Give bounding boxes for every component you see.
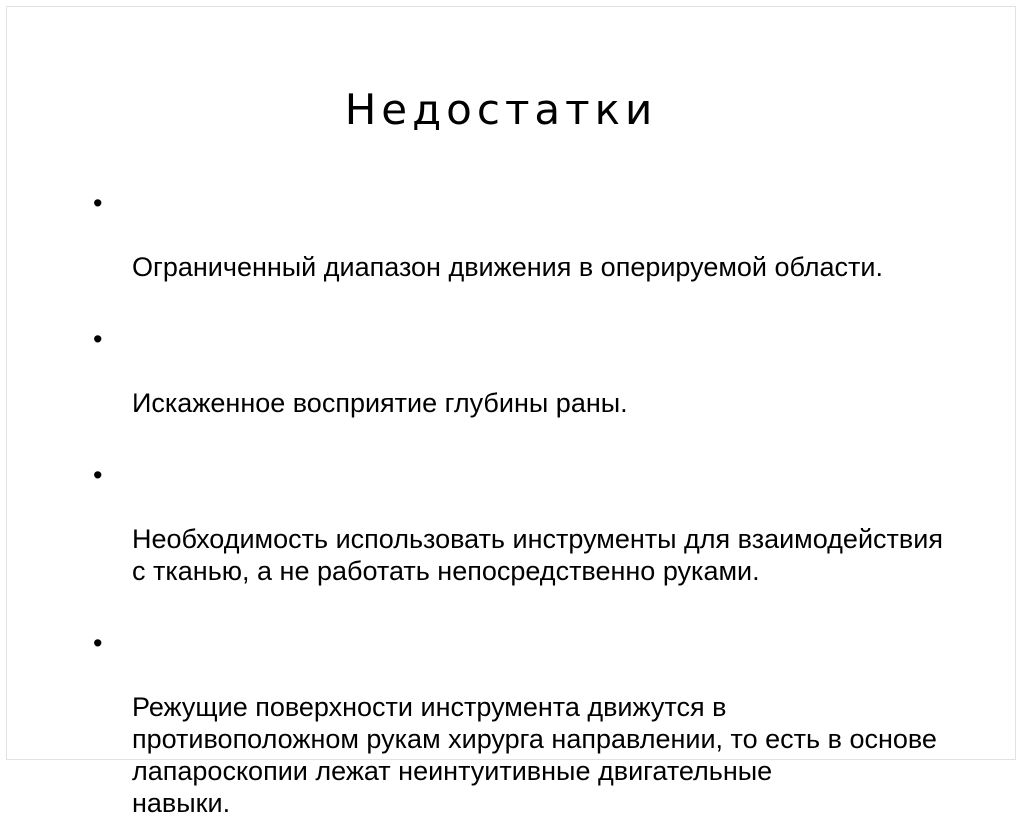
bullet-item [93,187,993,283]
bullet-item [93,627,993,819]
slide [6,6,1016,818]
bullet-item [93,323,993,419]
bullet-list [93,187,993,819]
bullet-text: Искаженное восприятие глубины раны. [132,388,628,418]
bullet-item [93,459,993,587]
slide-title: Недостатки [344,85,658,134]
bullet-icon: • [93,324,103,354]
bullet-icon: • [93,460,103,490]
bullet-text: Необходимость использовать инструменты для взаимодействия с тканью, а не работать непосредственно руками. [132,524,943,586]
bullet-icon: • [93,628,103,658]
bullet-text: Режущие поверхности инструмента движутся в противоположном рукам хирурга направлении, то есть в основе лапароскопии лежат неинтуитивные двигательные навыки. [132,692,937,818]
bullet-icon: • [93,188,103,218]
bullet-text: Ограниченный диапазон движения в оперируемой области. [132,252,884,282]
